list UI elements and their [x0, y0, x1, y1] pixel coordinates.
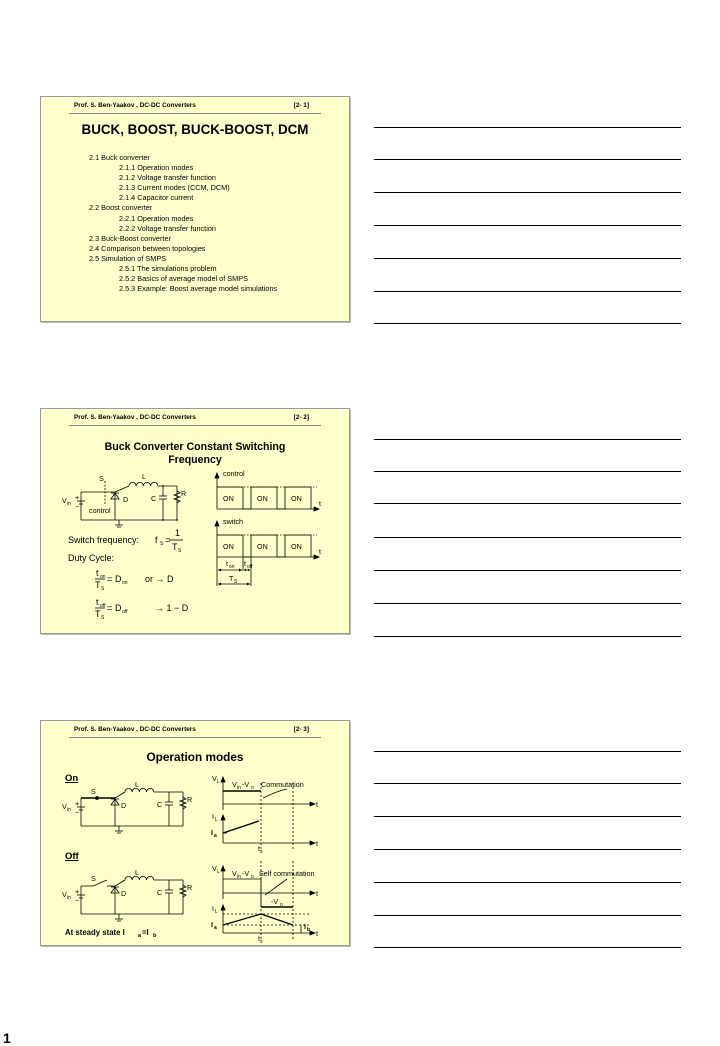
buck-switching-diagram — [41, 409, 351, 635]
off-label-C: C — [157, 888, 163, 897]
duty-den-t: T — [95, 580, 101, 590]
duty-den-sub: S — [101, 586, 105, 592]
on-label-vin-sub: in — [67, 807, 71, 813]
duty-eq: = — [107, 574, 113, 584]
on-ia-sub: a — [214, 833, 217, 839]
note-line — [374, 127, 681, 128]
on-label-D: D — [121, 801, 127, 810]
freq-f-sub: S — [160, 541, 164, 547]
off-t-axis-2: t — [316, 929, 318, 938]
duty2-one-minus-d: → 1 − D — [155, 603, 189, 613]
label-vin-v: V — [62, 496, 67, 505]
label-control-waveform: control — [223, 469, 245, 478]
note-line — [374, 849, 681, 850]
label-on-2: ON — [257, 494, 268, 503]
off-ib-i: I — [304, 922, 306, 931]
off-neg-vo-b: o — [280, 902, 283, 908]
label-plus: + — [75, 493, 80, 502]
header-page: [2- 1] — [293, 102, 309, 109]
on-mode-label: On — [65, 773, 79, 784]
duty2-doff-sub: off — [122, 609, 128, 615]
table-of-contents — [89, 153, 277, 294]
on-label-L: L — [135, 780, 139, 789]
toc-item: 2.3 Buck-Boost converter — [89, 233, 171, 243]
freq-den-t: T — [172, 542, 178, 552]
note-line — [374, 570, 681, 571]
duty2-den-sub: S — [101, 615, 105, 621]
header-page: [2- 2] — [293, 414, 309, 421]
off-neg-vo-a: -V — [271, 897, 279, 906]
note-line — [374, 192, 681, 193]
label-toff-sub: off — [247, 564, 253, 570]
duty2-eq: = — [107, 603, 113, 613]
toc-item: 2.5.3 Example: Boost average model simulations — [119, 284, 278, 294]
label-on-1: ON — [223, 494, 234, 503]
header-author: Prof. S. Ben-Yaakov , DC-DC Converters — [74, 414, 196, 421]
duty-label: Duty Cycle: — [68, 553, 115, 563]
note-line — [374, 783, 681, 784]
note-line — [374, 471, 681, 472]
on-ts-sub: s — [260, 849, 263, 855]
page-number: 1 — [3, 1030, 11, 1046]
on-vl-v: V — [212, 774, 217, 783]
duty2-doff: D — [115, 603, 122, 613]
toc-item: 2.5.2 Basics of average model of SMPS — [119, 274, 248, 284]
header-rule — [69, 113, 321, 114]
header-page: [2- 3] — [293, 726, 309, 733]
duty2-den-t: T — [95, 609, 101, 619]
label-t-axis-1: t — [319, 499, 321, 508]
on-vinvo-d: o — [251, 785, 254, 791]
label-on-5: ON — [257, 542, 268, 551]
off-label-vin-v: V — [62, 890, 67, 899]
slide-2 — [40, 408, 350, 634]
label-control-circuit: control — [89, 506, 111, 515]
duty2-num-t: t — [96, 597, 99, 607]
note-line — [374, 323, 681, 324]
toc-item: 2.1.3 Current modes (CCM, DCM) — [119, 183, 230, 193]
on-label-R: R — [187, 795, 193, 804]
off-label-plus: + — [75, 887, 80, 896]
off-ib-sub: b — [307, 927, 311, 933]
label-diode-D: D — [123, 495, 129, 504]
on-label-S: S — [91, 787, 96, 796]
note-line — [374, 816, 681, 817]
toc-item: 2.5.1 The simulations problem — [119, 264, 217, 274]
note-line — [374, 751, 681, 752]
label-on-4: ON — [223, 542, 234, 551]
label-toff-t: t — [244, 559, 246, 568]
slide-title: Operation modes — [146, 750, 244, 764]
on-vinvo-c: -V — [242, 780, 250, 789]
off-il-i: I — [212, 904, 214, 913]
label-ts-t: T — [229, 574, 234, 583]
note-line — [374, 291, 681, 292]
steady-state-b: a — [138, 933, 142, 939]
slide-3 — [40, 720, 350, 946]
duty-num-t: t — [96, 568, 99, 578]
note-line — [374, 258, 681, 259]
off-label-D: D — [121, 889, 127, 898]
off-vl-v: V — [212, 864, 217, 873]
slide-title: BUCK, BOOST, BUCK-BOOST, DCM — [81, 122, 309, 137]
toc-item: 2.2.1 Operation modes — [119, 213, 194, 223]
label-vin-sub: in — [67, 501, 71, 507]
note-line — [374, 947, 681, 948]
off-vinvo-b: in — [237, 874, 241, 880]
note-line — [374, 503, 681, 504]
commutation-label: Commutation — [261, 780, 304, 789]
on-t-axis-2: t — [316, 839, 318, 848]
on-ts-t: t — [258, 844, 260, 853]
off-vinvo-d: o — [251, 874, 254, 880]
duty-or-d: or → D — [145, 574, 174, 584]
label-minus: − — [75, 502, 80, 511]
freq-label: Switch frequency: — [68, 535, 140, 545]
operation-modes-diagram — [41, 721, 351, 947]
toc-item: 2.1 Buck converter — [89, 153, 150, 162]
self-commutation-label: Self commutation — [259, 869, 315, 878]
on-label-C: C — [157, 800, 163, 809]
duty-don: D — [115, 574, 122, 584]
equations — [68, 528, 189, 621]
off-label-S: S — [91, 874, 96, 883]
slide-header — [74, 100, 309, 112]
toc-item: 2.4 Comparison between topologies — [89, 243, 206, 253]
on-t-axis-1: t — [316, 800, 318, 809]
duty-num-sub: on — [100, 574, 106, 580]
toc-item: 2.2 Boost converter — [89, 203, 153, 213]
label-on-6: ON — [291, 542, 302, 551]
off-mode-label: Off — [65, 851, 79, 862]
label-ton-t: t — [226, 559, 228, 568]
on-il-i: I — [212, 812, 214, 821]
on-label-plus: + — [75, 799, 80, 808]
slide-title-line-2: Frequency — [168, 454, 222, 466]
note-line — [374, 603, 681, 604]
slide-1 — [40, 96, 350, 322]
on-vl-sub: L — [217, 779, 220, 785]
duty-don-sub: on — [122, 580, 128, 586]
note-line — [374, 537, 681, 538]
note-line — [374, 636, 681, 637]
label-on-3: ON — [291, 494, 302, 503]
slide-title-line-1: Buck Converter Constant Switching — [104, 441, 286, 453]
header-author: Prof. S. Ben-Yaakov , DC-DC Converters — [74, 102, 196, 109]
steady-state-c: =I — [142, 928, 149, 937]
toc-item: 2.1.2 Voltage transfer function — [119, 173, 216, 183]
off-ia-i: I — [211, 920, 213, 929]
freq-f: f — [155, 535, 158, 545]
on-vinvo-a: V — [232, 780, 237, 789]
label-ts-sub: S — [234, 579, 238, 585]
label-switch-waveform: switch — [223, 517, 243, 526]
on-label-minus: − — [75, 808, 80, 817]
off-label-L: L — [135, 868, 139, 877]
toc-item: 2.5 Simulation of SMPS — [89, 253, 167, 263]
off-label-R: R — [187, 883, 193, 892]
on-label-vin-v: V — [62, 802, 67, 811]
circuit-labels — [62, 469, 321, 585]
header-author: Prof. S. Ben-Yaakov , DC-DC Converters — [74, 726, 196, 733]
freq-den-sub: S — [178, 548, 182, 554]
label-t-axis-2: t — [319, 547, 321, 556]
freq-eq: = — [165, 535, 171, 545]
label-switch-S: S — [99, 474, 104, 483]
off-ia-sub: a — [214, 925, 217, 931]
freq-num: 1 — [175, 528, 181, 538]
steady-state-a: At steady state I — [65, 928, 125, 937]
note-line — [374, 915, 681, 916]
off-vinvo-a: V — [232, 869, 237, 878]
off-vl-sub: L — [217, 869, 220, 875]
off-il-sub: L — [215, 909, 218, 915]
on-vinvo-b: in — [237, 785, 241, 791]
toc-item: 2.1.4 Capacitor current — [119, 193, 194, 203]
off-ts-t: t — [258, 934, 260, 943]
on-il-sub: L — [215, 817, 218, 823]
note-line — [374, 439, 681, 440]
label-capacitor-C: C — [151, 494, 157, 503]
toc-item: 2.2.2 Voltage transfer function — [119, 223, 216, 233]
off-label-vin-sub: in — [67, 895, 71, 901]
duty2-num-sub: off — [100, 603, 106, 609]
label-resistor-R: R — [181, 489, 187, 498]
off-label-minus: − — [75, 896, 80, 905]
note-line — [374, 882, 681, 883]
off-t-axis-1: t — [316, 889, 318, 898]
off-ts-sub: s — [260, 939, 263, 945]
off-vinvo-c: -V — [242, 869, 250, 878]
note-line — [374, 225, 681, 226]
on-ia-i: I — [211, 828, 213, 837]
steady-state-d: b — [153, 933, 157, 939]
label-inductor-L: L — [142, 472, 146, 481]
label-ton-sub: on — [229, 564, 235, 570]
note-line — [374, 159, 681, 160]
toc-item: 2.1.1 Operation modes — [119, 163, 194, 173]
